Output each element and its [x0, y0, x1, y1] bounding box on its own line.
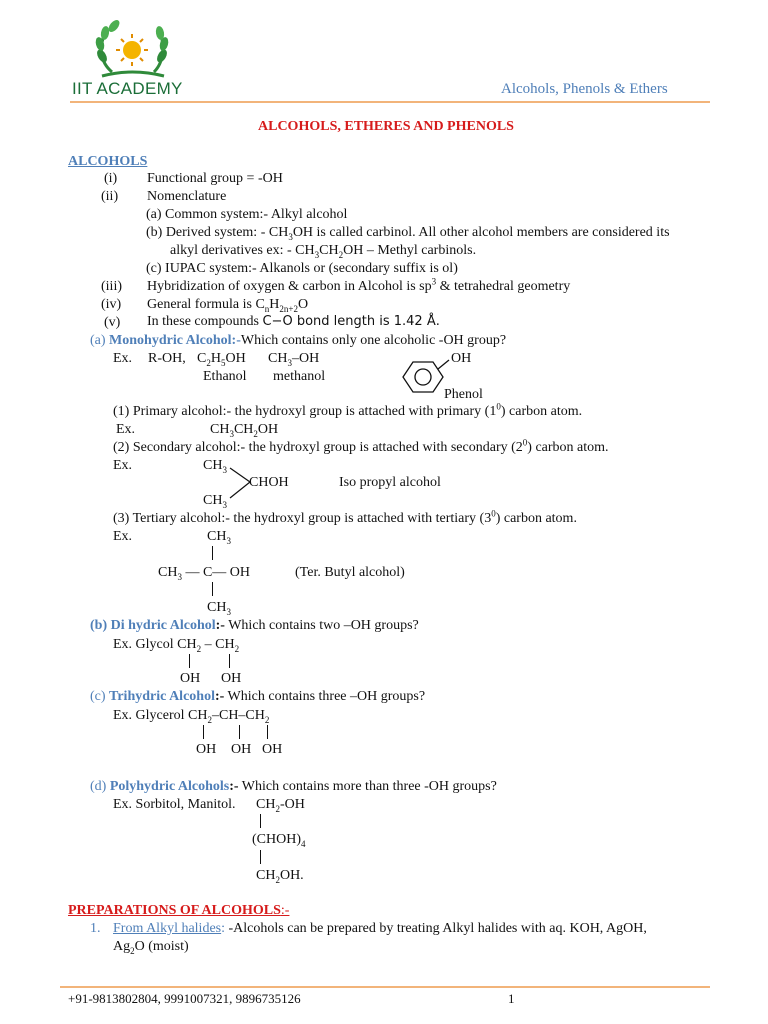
mono-heading — [90, 334, 506, 348]
secondary-text — [113, 437, 609, 455]
mono-label: (a) — [90, 333, 110, 348]
di-s2: 2 — [234, 643, 240, 654]
item-ii-text: Nomenclature — [147, 189, 227, 204]
prep-l2-pre: Ag — [113, 939, 131, 954]
f-s2: 5 — [220, 357, 226, 368]
poly-mid — [252, 833, 306, 847]
item-i-num: (i) — [104, 171, 118, 186]
primary-ex: Ex. — [116, 422, 136, 437]
di-oh-1: OH — [180, 671, 201, 686]
m-ch: CH — [268, 351, 288, 366]
item-iv-sub1: n — [264, 303, 270, 314]
di-example — [113, 638, 239, 652]
item-iv-post: O — [298, 297, 309, 312]
poly-mid-pre: (CHOH) — [252, 832, 301, 847]
item-iii-num: (iii) — [101, 279, 122, 294]
di-s1: 2 — [196, 643, 202, 654]
m-rest: –OH — [291, 351, 320, 366]
tri-label: (c) — [90, 689, 110, 704]
footer-divider — [60, 986, 710, 988]
mono-c2h5oh — [197, 352, 246, 366]
item-b-pre: (b) Derived system: - CH — [146, 225, 289, 240]
item-iii-sup: 3 — [431, 276, 437, 287]
tri-bond-3 — [267, 725, 268, 739]
item-v-text — [147, 315, 440, 329]
item-b-post: OH is called carbinol. All other alcohol members are considered its — [292, 225, 670, 240]
footer-phones: +91-9813802804, 9991007321, 9896735126 — [68, 991, 301, 1006]
pf3: OH — [257, 422, 279, 437]
item-iv-sub2: 2n+2 — [279, 303, 298, 314]
tri-bond-1 — [203, 725, 204, 739]
tri-oh-2: OH — [231, 742, 252, 757]
di-label: (b) — [90, 618, 111, 633]
s-pre: (2) Secondary alcohol:- the hydroxyl group is attached with secondary (2 — [113, 440, 523, 455]
poly-heading — [90, 780, 497, 794]
ps1: 3 — [229, 428, 234, 439]
mono-ch3oh — [268, 352, 319, 366]
p-sup: 0 — [496, 401, 501, 412]
di-bond-2 — [229, 654, 230, 668]
poly-bot-pre: CH — [256, 868, 276, 883]
item-b2-sub1: 3 — [314, 249, 320, 260]
prep-item-desc: -Alcohols can be prepared by treating Alkyl halides with aq. KOH, AgOH, — [228, 921, 647, 936]
item-iv-mid: H — [269, 297, 280, 312]
tri-s2: 2 — [264, 714, 270, 725]
di-oh-2: OH — [221, 671, 242, 686]
item-ii-num: (ii) — [101, 189, 119, 204]
s-s-b: 3 — [222, 499, 227, 510]
phenol-oh: OH — [451, 351, 472, 366]
p-post: ) carbon atom. — [500, 404, 583, 419]
tertiary-bond-bottom — [212, 582, 213, 596]
ps2: 2 — [253, 428, 258, 439]
logo — [72, 14, 192, 96]
poly-top-s: 2 — [275, 803, 280, 814]
f-oh: OH — [225, 351, 246, 366]
item-b2-pre: alkyl derivatives ex: - CH — [170, 243, 315, 258]
primary-text — [113, 401, 583, 419]
header-title: Alcohols, Phenols & Ethers — [501, 81, 668, 97]
item-b-text — [146, 226, 670, 240]
poly-label: (d) — [90, 779, 110, 794]
tri-oh-1: OH — [196, 742, 217, 757]
prep-item-line2 — [113, 940, 189, 954]
s-s-a: 3 — [222, 464, 227, 475]
di-heading — [90, 619, 419, 633]
prep-heading-text: PREPARATIONS OF ALCOHOLS — [68, 903, 281, 918]
tertiary-ex: Ex. — [113, 529, 133, 544]
tertiary-ch3-top — [207, 530, 231, 544]
item-b2-sub2: 2 — [338, 249, 344, 260]
prep-item-title: From Alkyl halides — [113, 921, 222, 936]
item-iii-pre: Hybridization of oxygen & carbon in Alcohol is sp — [147, 279, 432, 294]
item-b2-mid: CH — [319, 243, 339, 258]
tri-colon: :- — [214, 689, 225, 704]
item-v-bond: C−O bond length is 1.42 Å. — [262, 314, 440, 329]
item-b-line2 — [170, 244, 476, 258]
poly-bottom — [256, 869, 304, 883]
pf2: CH — [233, 422, 254, 437]
di-pre: Ex. Glycol CH — [113, 637, 197, 652]
mono-ex: Ex. — [113, 351, 133, 366]
prep-item-text — [113, 922, 647, 936]
logo-emblem-icon — [72, 14, 192, 84]
poly-colon: :- — [229, 779, 239, 794]
t-ch-b: CH — [207, 600, 227, 615]
di-title: Di hydric Alcohol — [110, 618, 216, 633]
prep-item-num: 1. — [90, 921, 101, 936]
poly-top — [256, 798, 305, 812]
secondary-name: Iso propyl alcohol — [339, 475, 441, 490]
poly-mid-s: 4 — [301, 838, 306, 849]
f-c: C — [197, 351, 207, 366]
tri-example — [113, 709, 269, 723]
secondary-ch3-top — [203, 459, 227, 473]
tertiary-bond-top — [212, 546, 213, 560]
poly-title: Polyhydric Alcohols — [109, 779, 230, 794]
f-s1: 2 — [206, 357, 211, 368]
poly-bot-post: OH. — [279, 868, 304, 883]
page-title: ALCOHOLS, ETHERES AND PHENOLS — [258, 119, 514, 134]
logo-text: IIT ACADEMY — [72, 79, 183, 98]
s-ch-b: CH — [203, 493, 223, 508]
t-chain: — C— OH — [181, 565, 251, 580]
item-v-num: (v) — [104, 315, 121, 330]
tri-pre: Ex. Glycerol CH — [113, 708, 208, 723]
secondary-ch3-bottom — [203, 494, 227, 508]
tri-oh-3: OH — [262, 742, 283, 757]
tertiary-main-chain — [158, 566, 250, 580]
di-mid: – CH — [201, 637, 235, 652]
phenol-label: Phenol — [444, 387, 483, 402]
t-s-a: 3 — [226, 535, 231, 546]
t-sup: 0 — [491, 508, 496, 519]
item-iii-post: & tetrahedral geometry — [436, 279, 571, 294]
mono-ethanol: Ethanol — [203, 369, 247, 384]
di-colon: :- — [215, 618, 225, 633]
item-a-text: (a) Common system:- Alkyl alcohol — [146, 207, 348, 222]
s-sup: 0 — [522, 437, 528, 448]
tertiary-name: (Ter. Butyl alcohol) — [295, 565, 405, 580]
tertiary-ch3-bottom — [207, 601, 231, 615]
p-pre: (1) Primary alcohol:- the hydroxyl group is attached with primary (1 — [113, 404, 497, 419]
di-bond-1 — [189, 654, 190, 668]
prep-l2-post: O (moist) — [134, 939, 189, 954]
poly-ex: Ex. Sorbitol, Manitol. — [113, 797, 236, 812]
poly-desc: Which contains more than three -OH groups? — [238, 779, 497, 794]
item-i-text: Functional group = -OH — [147, 171, 283, 186]
mono-title: Monohydric Alcohol:- — [109, 333, 241, 348]
t-left-s: 3 — [177, 571, 182, 582]
primary-formula — [210, 423, 278, 437]
m-s: 3 — [287, 357, 292, 368]
secondary-ex: Ex. — [113, 458, 133, 473]
prep-item-colon: : — [221, 921, 229, 936]
tri-bond-2 — [239, 725, 240, 739]
secondary-choh: CHOH — [249, 475, 289, 490]
section-heading-alcohols: ALCOHOLS — [68, 154, 148, 169]
preparations-heading — [68, 904, 289, 918]
poly-bot-s: 2 — [275, 874, 280, 885]
tri-s1: 2 — [207, 714, 212, 725]
item-b2-post: OH – Methyl carbinols. — [343, 243, 477, 258]
tri-desc: Which contains three –OH groups? — [224, 689, 426, 704]
prep-l2-sub: 2 — [130, 945, 135, 956]
poly-top-pre: CH — [256, 797, 276, 812]
tri-mid: –CH–CH — [211, 708, 265, 723]
mono-methanol: methanol — [273, 369, 326, 384]
t-ch-a: CH — [207, 529, 227, 544]
s-post: ) carbon atom. — [527, 440, 609, 455]
tri-heading — [90, 690, 425, 704]
item-c-text: (c) IUPAC system:- Alkanols or (secondary suffix is ol) — [146, 261, 458, 276]
item-iv-text — [147, 298, 308, 312]
t-s-b: 3 — [226, 606, 231, 617]
prep-heading-tail: :- — [280, 903, 290, 918]
poly-top-post: -OH — [279, 797, 305, 812]
t-post: ) carbon atom. — [495, 511, 577, 526]
t-left-ch: CH — [158, 565, 178, 580]
item-v-pre: In these compounds — [147, 314, 263, 329]
t-pre: (3) Tertiary alcohol:- the hydroxyl group is attached with tertiary (3 — [113, 511, 492, 526]
item-b-sub: 3 — [288, 231, 293, 242]
footer-page-number: 1 — [508, 991, 515, 1006]
tertiary-text — [113, 508, 577, 526]
di-desc: Which contains two –OH groups? — [224, 618, 419, 633]
pf1: CH — [210, 422, 230, 437]
item-iv-pre: General formula is C — [147, 297, 265, 312]
poly-bond-2 — [260, 850, 261, 864]
header-divider — [70, 101, 710, 103]
item-iv-num: (iv) — [101, 297, 122, 312]
f-h: H — [210, 351, 221, 366]
poly-bond-1 — [260, 814, 261, 828]
tri-title: Trihydric Alcohol — [109, 689, 215, 704]
mono-desc: Which contains only one alcoholic -OH group? — [240, 333, 507, 348]
mono-roh: R-OH, — [148, 351, 186, 366]
s-ch-a: CH — [203, 458, 223, 473]
item-iii-text — [147, 276, 571, 294]
